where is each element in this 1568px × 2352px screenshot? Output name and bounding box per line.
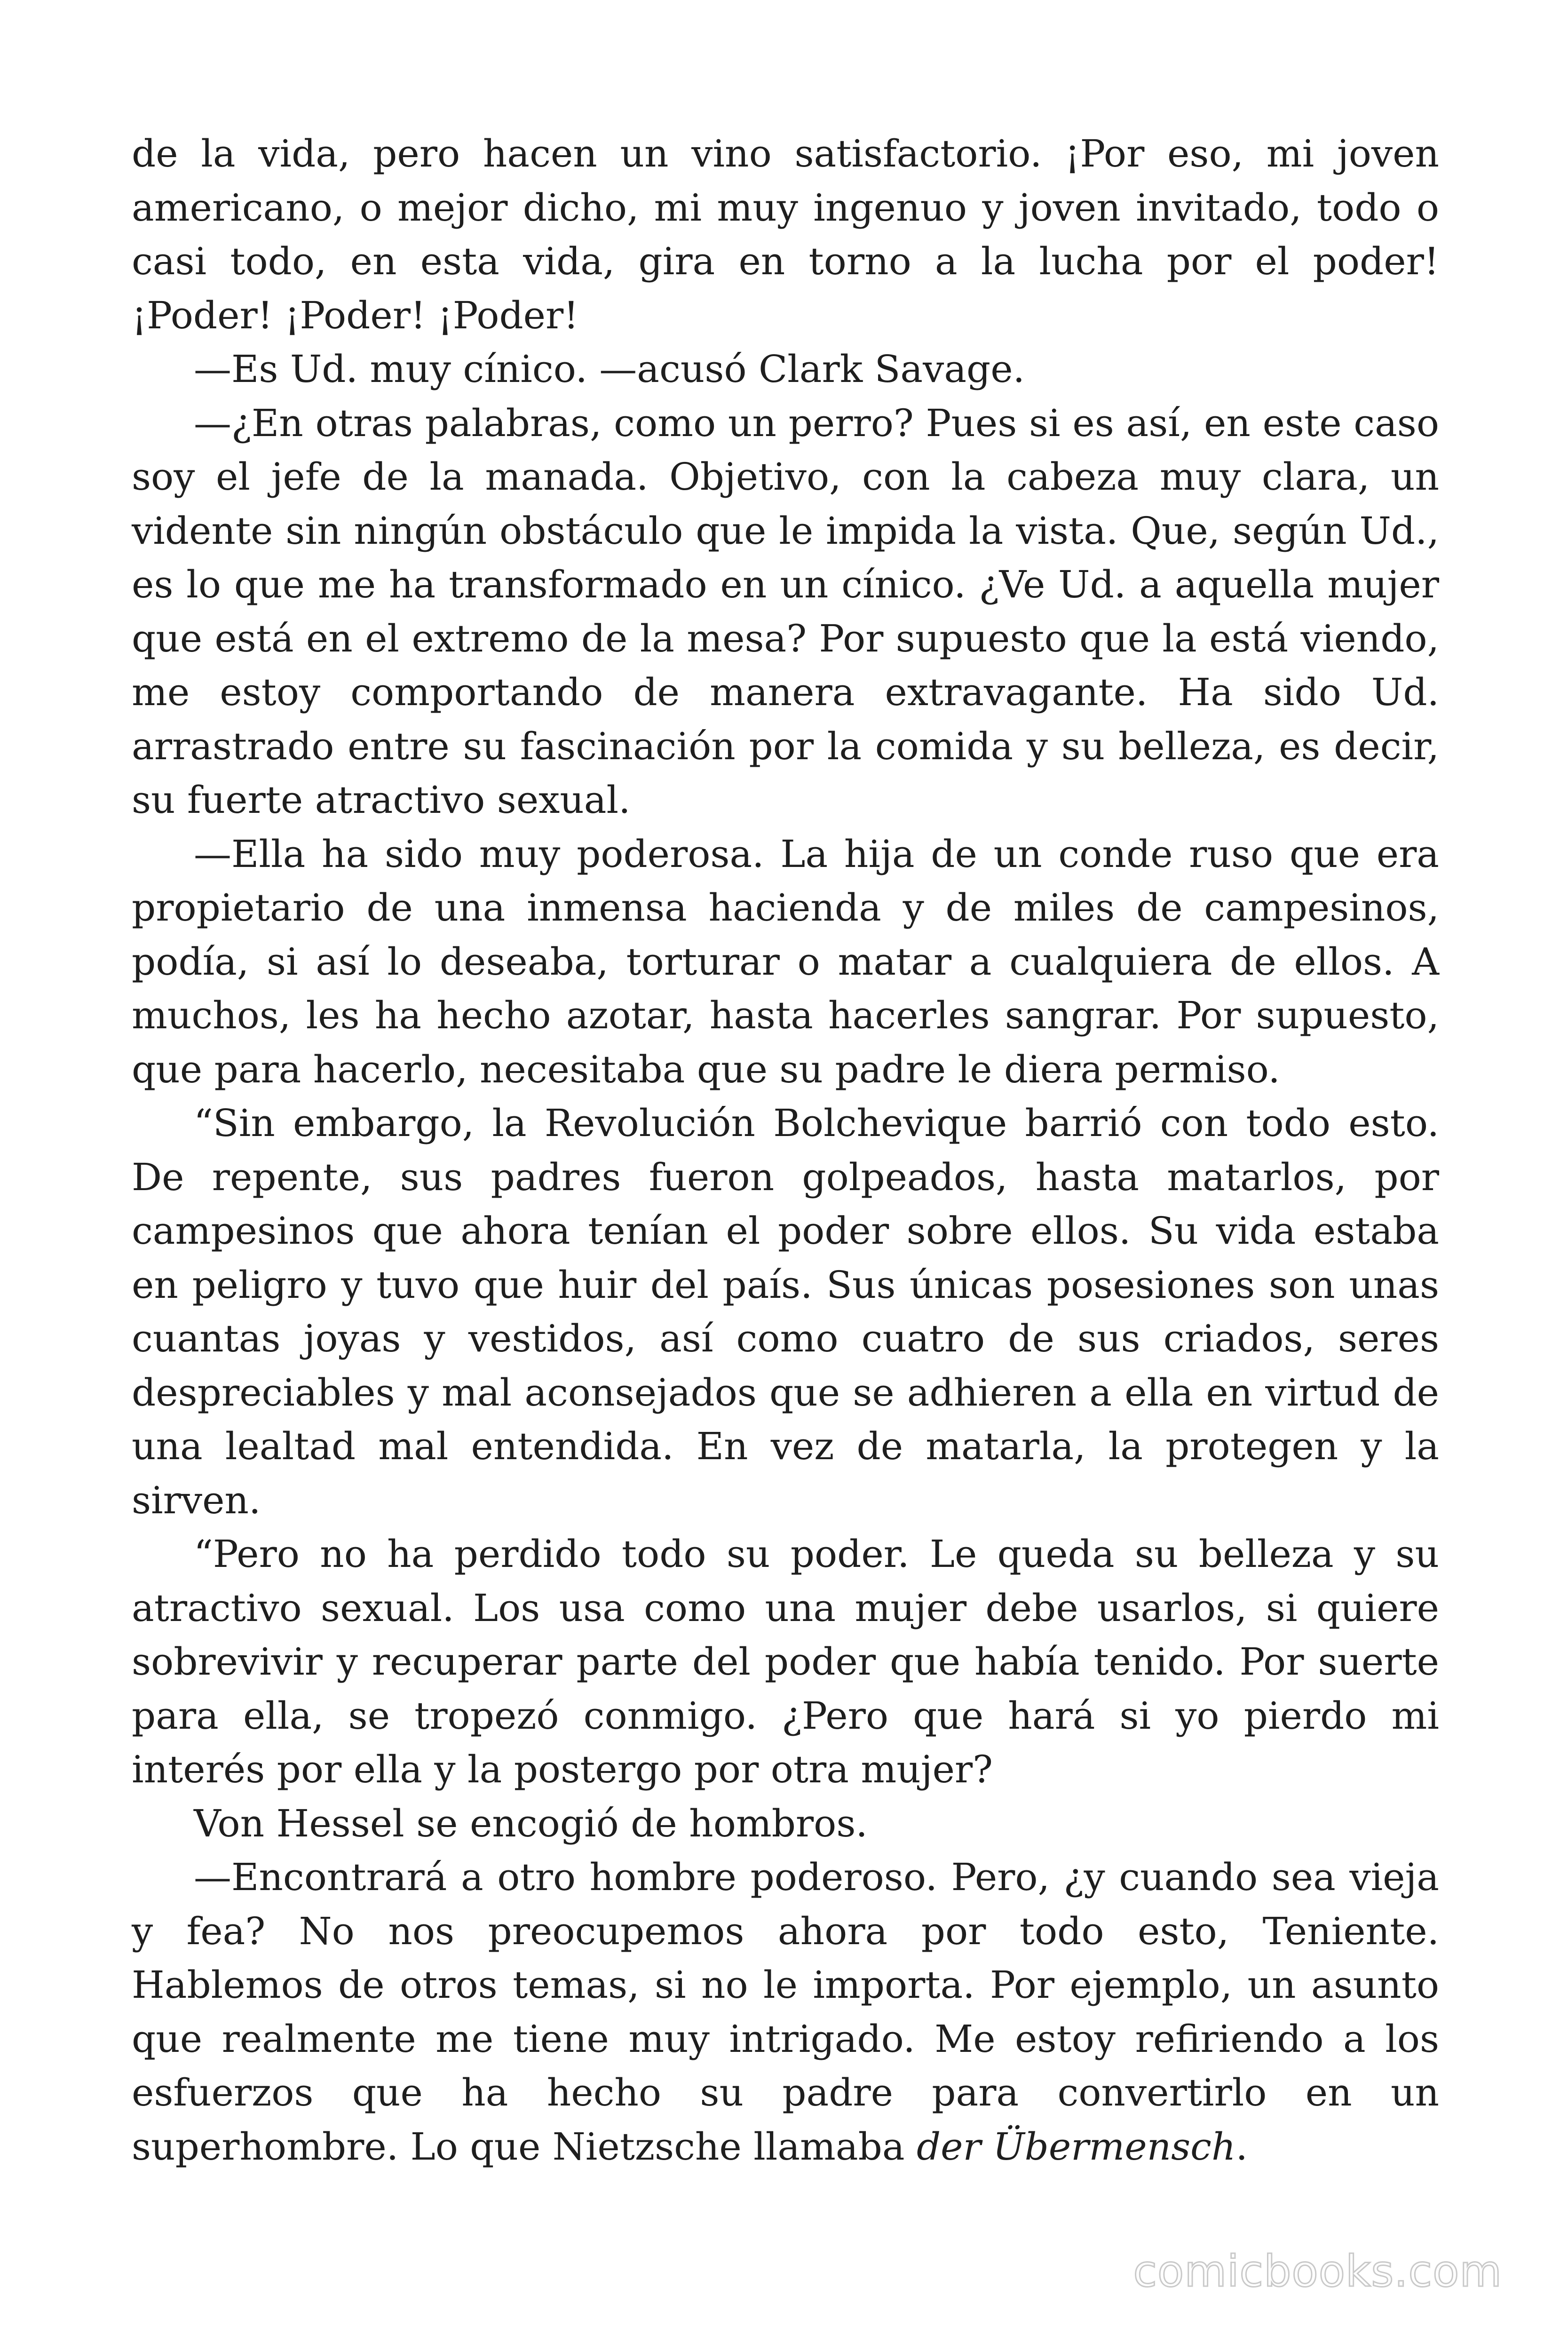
- paragraph: “Sin embargo, la Revolución Bolchevique barrió con todo esto. De repente, sus padres fueron golpeados, hasta matarlos, por campesinos que ahora tenían el poder sobre ellos. Su vida estaba en peligro y tuvo que huir del país. Sus únicas posesiones son unas cuantas joyas y vestidos, así como cuatro de sus criados, seres despreciables y mal aconsejados que se adhieren a ella en virtud de una lealtad mal entendida. En vez de matarla, la protegen y la sirven.: [132, 1101, 1439, 1522]
- paragraph: —¿En otras palabras, como un perro? Pues si es así, en este caso soy el jefe de la manada. Objetivo, con la cabeza muy clara, un vidente sin ningún obstáculo que le impida la vista. Que, según Ud., es lo que me ha transformado en un cínico. ¿Ve Ud. a aquella mujer que está en el extremo de la mesa? Por supuesto que la está viendo, me estoy comportando de manera extravagante. Ha sido Ud. arrastrado entre su fascinación por la comida y su belleza, es decir, su fuerte atractivo sexual.: [132, 401, 1439, 822]
- paragraph: “Pero no ha perdido todo su poder. Le queda su belleza y su atractivo sexual. Los usa como una mujer debe usarlos, si quiere sobrevivir y recuperar parte del poder que había tenido. Por suerte para ella, se tropezó conmigo. ¿Pero que hará si yo pierdo mi interés por ella y la postergo por otra mujer?: [132, 1532, 1439, 1791]
- final-paragraph-text: —Encontrará a otro hombre poderoso. Pero, ¿y cuando sea vieja y fea? No nos preocupemos ahora por todo esto, Teniente. Hablemos de otros temas, si no le importa. Por ejemplo, un asunto que realmente me tiene muy intrigado. Me estoy refiriendo a los esfuerzos que ha hecho su padre para convertirlo en un superhombre. Lo que Nietzsche llamaba: [132, 1855, 1439, 2169]
- paragraph: —Es Ud. muy cínico. —acusó Clark Savage.: [194, 347, 1025, 391]
- paragraph: —Ella ha sido muy poderosa. La hija de un conde ruso que era propietario de una inmensa hacienda y de miles de campesinos, podía, si así lo deseaba, torturar o matar a cualquiera de ellos. A muchos, les ha hecho azotar, hasta hacerles sangrar. Por supuesto, que para hacerlo, necesitaba que su padre le diera permiso.: [132, 832, 1439, 1091]
- paragraph: Von Hessel se encogió de hombros.: [194, 1801, 868, 1845]
- final-period: .: [1235, 2124, 1248, 2169]
- final-paragraph: [132, 1851, 1439, 2174]
- italic-term: der Übermensch: [916, 2124, 1236, 2169]
- paragraph: de la vida, pero hacen un vino satisfactorio. ¡Por eso, mi joven americano, o mejor dicho, mi muy ingenuo y joven invitado, todo o casi todo, en esta vida, gira en torno a la lucha por el poder! ¡Poder! ¡Poder! ¡Poder!: [132, 132, 1439, 337]
- watermark: comicbooks.com: [1133, 2246, 1502, 2296]
- book-page-text: [132, 127, 1439, 2174]
